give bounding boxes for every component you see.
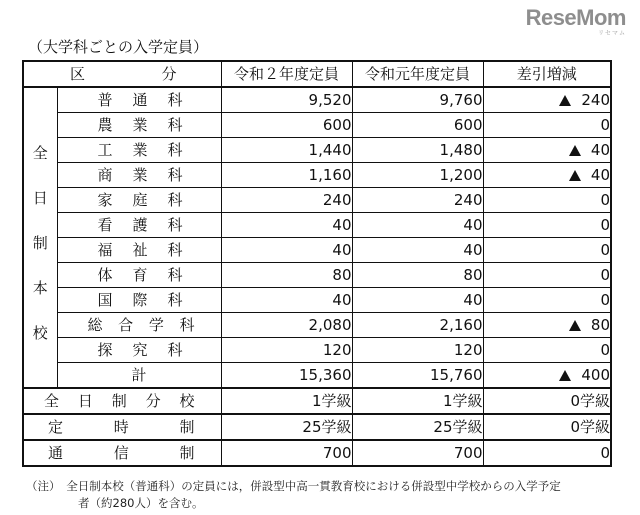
row-label-char: 科 <box>179 316 195 334</box>
row-label <box>57 87 221 113</box>
table-row <box>23 163 611 188</box>
difference-cell <box>483 263 611 288</box>
row-label-char: 科 <box>167 266 183 284</box>
difference-cell: 0学級 <box>483 388 611 414</box>
table-subtitle: （大学科ごとの入学定員） <box>28 38 209 56</box>
row-label-char: 科 <box>167 216 183 234</box>
row-label-char: 科 <box>167 166 183 184</box>
difference-value: 80 <box>590 316 610 334</box>
resemom-logo <box>526 6 626 38</box>
header-r2-quota: 令和２年度定員 <box>221 61 352 87</box>
row-label-char: 看 <box>97 216 113 234</box>
difference-value: 0 <box>600 291 610 309</box>
row-label-char: 科 <box>167 341 183 359</box>
r2-quota-cell: 9,520 <box>221 87 352 113</box>
row-label-char: 制 <box>179 444 195 462</box>
row-label <box>57 163 221 188</box>
row-label-char: 業 <box>132 141 148 159</box>
r2-quota-cell: 700 <box>221 440 352 466</box>
table-row <box>23 238 611 263</box>
row-label-char: 通 <box>48 444 64 462</box>
header-category-char: 分 <box>161 65 177 83</box>
row-label <box>57 313 221 338</box>
decrease-triangle-icon <box>569 170 581 181</box>
difference-cell <box>483 87 611 113</box>
difference-cell <box>483 288 611 313</box>
r2-quota-cell: 40 <box>221 213 352 238</box>
r2-quota-cell: 120 <box>221 338 352 363</box>
row-label-char: 工 <box>97 141 113 159</box>
r2-quota-cell: 40 <box>221 288 352 313</box>
group-label-char: 本 <box>32 279 48 297</box>
difference-cell <box>483 138 611 163</box>
row-label <box>57 288 221 313</box>
difference-cell <box>483 163 611 188</box>
difference-value: 40 <box>590 141 610 159</box>
row-label-char: 探 <box>97 341 113 359</box>
difference-value: 0 <box>600 266 610 284</box>
difference-cell <box>483 113 611 138</box>
row-label <box>57 238 221 263</box>
table-row <box>23 87 611 113</box>
difference-value: 0 <box>600 216 610 234</box>
row-label-char: 際 <box>132 291 148 309</box>
group-label-char: 校 <box>32 324 48 342</box>
row-label-char: 全 <box>44 392 60 410</box>
row-label <box>57 263 221 288</box>
r2-quota-cell: 240 <box>221 188 352 213</box>
r2-quota-cell: 1,160 <box>221 163 352 188</box>
decrease-triangle-icon <box>569 145 581 156</box>
row-label-char: 国 <box>97 291 113 309</box>
r1-quota-cell: 80 <box>352 263 483 288</box>
r1-quota-cell: 9,760 <box>352 87 483 113</box>
r1-quota-cell: 1,200 <box>352 163 483 188</box>
header-difference: 差引増減 <box>483 61 611 87</box>
r2-quota-cell: 1,440 <box>221 138 352 163</box>
difference-value: 0 <box>600 341 610 359</box>
row-label-char: 庭 <box>132 191 148 209</box>
group-label-char: 制 <box>32 234 48 252</box>
difference-cell <box>483 238 611 263</box>
difference-value: 40 <box>590 166 610 184</box>
total-r1-cell: 15,760 <box>352 363 483 389</box>
decrease-triangle-icon <box>559 370 571 381</box>
r2-quota-cell: 40 <box>221 238 352 263</box>
row-label <box>57 138 221 163</box>
r1-quota-cell: 40 <box>352 238 483 263</box>
row-label-char: 制 <box>111 392 127 410</box>
group-label-char: 全 <box>32 144 48 162</box>
r1-quota-cell: 40 <box>352 213 483 238</box>
r1-quota-cell: 600 <box>352 113 483 138</box>
table-row <box>23 414 611 440</box>
row-label-char: 普 <box>97 91 113 109</box>
row-label-char: 家 <box>97 191 113 209</box>
row-label-char: 科 <box>167 241 183 259</box>
r1-quota-cell: 240 <box>352 188 483 213</box>
row-label-char: 農 <box>97 116 113 134</box>
difference-value: 400 <box>581 366 610 384</box>
total-r2-cell: 15,360 <box>221 363 352 389</box>
footnote-line-2: 者（約280人）を含む。 <box>78 496 204 510</box>
difference-value: 240 <box>581 91 610 109</box>
r1-quota-cell: 40 <box>352 288 483 313</box>
row-label-char: 学 <box>148 316 164 334</box>
table-row <box>23 263 611 288</box>
row-label-char: 福 <box>97 241 113 259</box>
difference-cell <box>483 188 611 213</box>
row-label-char: 制 <box>179 418 195 436</box>
decrease-triangle-icon <box>569 320 581 331</box>
row-label-char: 体 <box>97 266 113 284</box>
total-row <box>23 363 611 389</box>
r2-quota-cell: 600 <box>221 113 352 138</box>
header-category-char: 区 <box>70 65 86 83</box>
table-row <box>23 313 611 338</box>
row-label-char: 分 <box>145 392 161 410</box>
header-category <box>23 61 221 87</box>
row-label-char: 業 <box>132 116 148 134</box>
row-label-char: 究 <box>132 341 148 359</box>
footnote-line-1: （注） 全日制本校（普通科）の定員には，併設型中高一貫教育校における併設型中学校からの入学予定 <box>26 479 561 493</box>
table-row <box>23 440 611 466</box>
r2-quota-cell: 80 <box>221 263 352 288</box>
row-label-char: 科 <box>167 291 183 309</box>
group-label-char: 日 <box>32 189 48 207</box>
row-label-char: 通 <box>132 91 148 109</box>
row-label <box>23 388 221 414</box>
total-label <box>57 363 221 389</box>
r2-quota-cell: 25学級 <box>221 414 352 440</box>
row-label-char: 総 <box>87 316 103 334</box>
difference-value: 0 <box>600 241 610 259</box>
row-label-char: 科 <box>167 91 183 109</box>
difference-cell <box>483 338 611 363</box>
enrollment-quota-table <box>22 60 612 467</box>
row-label-char: 科 <box>167 141 183 159</box>
header-r1-quota: 令和元年度定員 <box>352 61 483 87</box>
row-label <box>57 338 221 363</box>
row-label <box>57 113 221 138</box>
difference-cell <box>483 213 611 238</box>
group-label-fulltime-main <box>23 87 57 388</box>
difference-value: 0 <box>600 116 610 134</box>
r1-quota-cell: 1学級 <box>352 388 483 414</box>
table-row <box>23 188 611 213</box>
r2-quota-cell: 2,080 <box>221 313 352 338</box>
logo-text: ReseMom <box>525 5 626 30</box>
row-label <box>57 188 221 213</box>
row-label <box>23 440 221 466</box>
table-header-row <box>23 61 611 87</box>
row-label <box>57 213 221 238</box>
row-label-char: 信 <box>113 444 129 462</box>
table-row <box>23 113 611 138</box>
difference-cell <box>483 363 611 389</box>
row-label-char: 校 <box>179 392 195 410</box>
row-label-char: 育 <box>132 266 148 284</box>
row-label-char: 定 <box>48 418 64 436</box>
row-label-char: 合 <box>118 316 134 334</box>
r1-quota-cell: 25学級 <box>352 414 483 440</box>
table-row <box>23 338 611 363</box>
row-label-char: 商 <box>97 166 113 184</box>
row-label-char: 護 <box>132 216 148 234</box>
row-label-char: 祉 <box>132 241 148 259</box>
footnote <box>26 478 561 512</box>
table-row <box>23 388 611 414</box>
row-label-char: 業 <box>132 166 148 184</box>
r2-quota-cell: 1学級 <box>221 388 352 414</box>
row-label <box>23 414 221 440</box>
difference-cell <box>483 313 611 338</box>
table-row <box>23 213 611 238</box>
table-row <box>23 288 611 313</box>
row-label-char: 科 <box>167 191 183 209</box>
r1-quota-cell: 2,160 <box>352 313 483 338</box>
row-label-char: 日 <box>77 392 93 410</box>
r1-quota-cell: 700 <box>352 440 483 466</box>
difference-value: 0 <box>600 191 610 209</box>
row-label-char: 科 <box>167 116 183 134</box>
difference-cell: 0 <box>483 440 611 466</box>
r1-quota-cell: 1,480 <box>352 138 483 163</box>
row-label-char: 時 <box>113 418 129 436</box>
table-row <box>23 138 611 163</box>
r1-quota-cell: 120 <box>352 338 483 363</box>
total-label-text: 計 <box>131 366 147 384</box>
decrease-triangle-icon <box>559 95 571 106</box>
difference-cell: 0学級 <box>483 414 611 440</box>
logo-subtext: リセマム <box>598 30 626 37</box>
